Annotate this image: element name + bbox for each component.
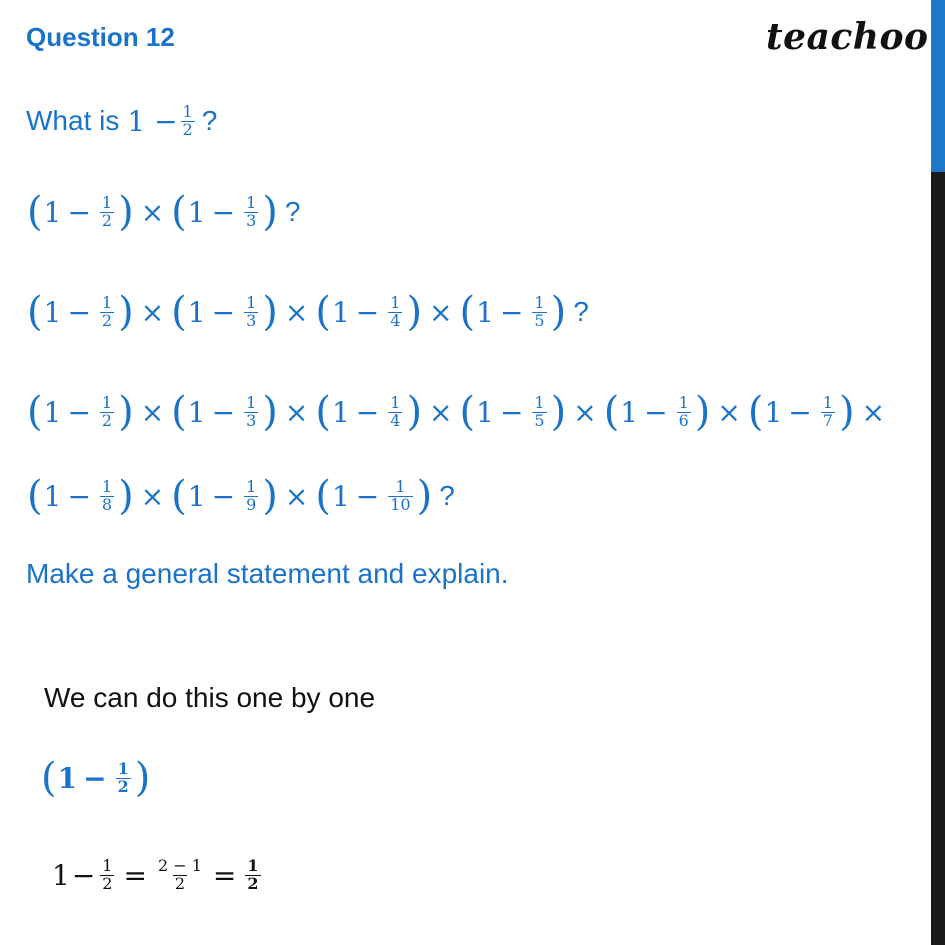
- term-fraction: $\frac{1}{5}$: [534, 392, 545, 430]
- scrollbar-thumb[interactable]: [931, 0, 945, 172]
- term-fraction: $\frac{1}{8}$: [101, 476, 113, 514]
- times-sign: ×: [573, 395, 597, 429]
- paren-close: ): [406, 289, 423, 335]
- term-fraction: $\frac{1}{5}$: [534, 292, 545, 330]
- calc-one: 1: [52, 858, 70, 892]
- minus-sign: −: [499, 295, 524, 329]
- term-one: 1: [43, 295, 62, 329]
- calc-fraction-result: $\frac{1}{2}$: [247, 856, 259, 893]
- question-line-1: [26, 104, 217, 139]
- minus-sign: −: [67, 395, 91, 429]
- minus-sign: −: [788, 395, 812, 429]
- term-one: 1: [187, 195, 206, 229]
- product-term: [26, 289, 135, 335]
- paren-open: (: [171, 473, 187, 519]
- step-heading-fraction: $\frac{1}{2}$: [117, 758, 129, 796]
- paren-close: ): [838, 389, 855, 435]
- minus-sign: −: [211, 195, 236, 229]
- term-fraction: $\frac{1}{2}$: [101, 192, 113, 230]
- term-one: 1: [476, 295, 494, 329]
- times-sign: ×: [429, 395, 453, 429]
- term-one: 1: [187, 395, 206, 429]
- term-one: 1: [331, 395, 350, 429]
- minus-sign: −: [211, 479, 236, 513]
- minus-sign: −: [211, 395, 236, 429]
- step-heading-one: 1: [57, 761, 78, 795]
- product-term: [314, 389, 423, 435]
- term-fraction: $\frac{1}{4}$: [390, 292, 401, 330]
- minus-sign: −: [67, 479, 91, 513]
- paren-open: (: [315, 473, 331, 519]
- paren-open: (: [27, 389, 43, 435]
- minus-sign: −: [83, 761, 107, 795]
- minus-sign: −: [67, 295, 91, 329]
- paren-open: (: [459, 289, 476, 335]
- step-heading: [40, 755, 151, 801]
- times-sign: ×: [284, 395, 309, 429]
- question-line-5: [26, 473, 455, 519]
- question-line-3: [26, 289, 589, 335]
- product-term: [26, 473, 135, 519]
- term-fraction: $\frac{1}{3}$: [246, 192, 257, 230]
- calc-equals-1: =: [123, 858, 147, 892]
- term-one: 1: [476, 395, 494, 429]
- product-term: [170, 189, 279, 235]
- times-sign: ×: [429, 295, 453, 329]
- term-one: 1: [187, 295, 206, 329]
- paren-open: (: [315, 389, 331, 435]
- minus-sign: −: [211, 295, 236, 329]
- times-sign: ×: [140, 479, 165, 513]
- paren-close: ): [262, 473, 278, 519]
- minus-sign: −: [355, 395, 380, 429]
- term-fraction: $\frac{1}{4}$: [390, 392, 401, 430]
- term-one: 1: [187, 479, 206, 513]
- paren-open: (: [27, 289, 43, 335]
- product-term: [26, 389, 135, 435]
- term-fraction: $\frac{1}{9}$: [246, 476, 257, 514]
- product-term: [459, 389, 568, 435]
- minus-sign: −: [355, 479, 380, 513]
- paren-close: ): [118, 289, 134, 335]
- times-sign: ×: [861, 395, 886, 429]
- solution-intro-label: We can do this one by one: [44, 682, 376, 713]
- paren-close: ): [262, 389, 278, 435]
- product-term: [314, 289, 423, 335]
- term-one: 1: [764, 395, 783, 429]
- fraction: $\frac{1}{2}$: [182, 102, 193, 139]
- product-term: [747, 389, 856, 435]
- times-sign: ×: [140, 195, 165, 229]
- product-term: [603, 389, 712, 435]
- term-one: 1: [620, 395, 639, 429]
- paren-close: ): [134, 755, 151, 801]
- calc-equals-2: =: [212, 858, 237, 892]
- product-term: [170, 389, 279, 435]
- calculation-line: [52, 858, 264, 893]
- paren-open: (: [171, 389, 187, 435]
- term-one: 1: [43, 395, 62, 429]
- paren-close: ): [118, 473, 134, 519]
- term-one: 1: [331, 295, 350, 329]
- product-term: [459, 289, 568, 335]
- question-mark: ?: [439, 480, 455, 511]
- paren-close: ): [416, 473, 433, 519]
- minus-sign: −: [67, 195, 91, 229]
- teachoo-logo[interactable]: teachoo: [766, 16, 929, 58]
- paren-open: (: [603, 389, 620, 435]
- paren-close: ): [406, 389, 423, 435]
- term-fraction: $\frac{1}{7}$: [822, 392, 833, 430]
- product-term: [314, 473, 433, 519]
- paren-open: (: [27, 473, 43, 519]
- question-mark: ?: [573, 296, 589, 327]
- question-line-4: [26, 389, 891, 435]
- times-sign: ×: [717, 395, 741, 429]
- calc-fraction-1: $\frac{1}{2}$: [102, 856, 113, 893]
- term-fraction: $\frac{1}{10}$: [390, 476, 411, 514]
- instruction-text: [26, 558, 509, 590]
- times-sign: ×: [284, 479, 309, 513]
- paren-open: (: [171, 189, 187, 235]
- term-fraction: $\frac{1}{6}$: [678, 392, 689, 430]
- paren-open: (: [171, 289, 187, 335]
- term-fraction: $\frac{1}{2}$: [101, 392, 113, 430]
- times-sign: ×: [140, 295, 165, 329]
- product-term: [170, 289, 279, 335]
- minus-sign: −: [355, 295, 380, 329]
- question-title: Question 12: [26, 22, 175, 52]
- times-sign: ×: [140, 395, 165, 429]
- paren-open: (: [747, 389, 764, 435]
- paren-close: ): [694, 389, 711, 435]
- instruction-label: Make a general statement and explain.: [26, 558, 509, 589]
- paren-close: ): [118, 189, 134, 235]
- paren-open: (: [41, 755, 57, 801]
- minus-sign: −: [644, 395, 668, 429]
- question-mark: ?: [201, 105, 218, 137]
- paren-open: (: [315, 289, 331, 335]
- paren-close: ): [262, 289, 278, 335]
- question-mark: ?: [284, 196, 301, 227]
- minus-sign: −: [499, 395, 524, 429]
- paren-close: ): [118, 389, 134, 435]
- term-fraction: $\frac{1}{2}$: [101, 292, 113, 330]
- paren-open: (: [27, 189, 43, 235]
- term-one: 1: [43, 479, 62, 513]
- term-one: 1: [43, 195, 62, 229]
- question-line-2: [26, 189, 301, 235]
- question-prefix: What is: [26, 105, 120, 137]
- term-fraction: $\frac{1}{3}$: [246, 292, 257, 330]
- paren-close: ): [550, 289, 567, 335]
- paren-close: ): [262, 189, 278, 235]
- product-term: [170, 473, 279, 519]
- calc-minus: −: [71, 858, 96, 892]
- calc-fraction-2: $\frac{2 - 1}{2}$: [157, 856, 202, 893]
- expr-one-minus: 1 −: [127, 104, 178, 138]
- paren-open: (: [459, 389, 476, 435]
- term-fraction: $\frac{1}{3}$: [246, 392, 257, 430]
- term-one: 1: [331, 479, 350, 513]
- product-term: [26, 189, 135, 235]
- paren-close: ): [550, 389, 567, 435]
- solution-intro: [44, 682, 375, 714]
- times-sign: ×: [284, 295, 309, 329]
